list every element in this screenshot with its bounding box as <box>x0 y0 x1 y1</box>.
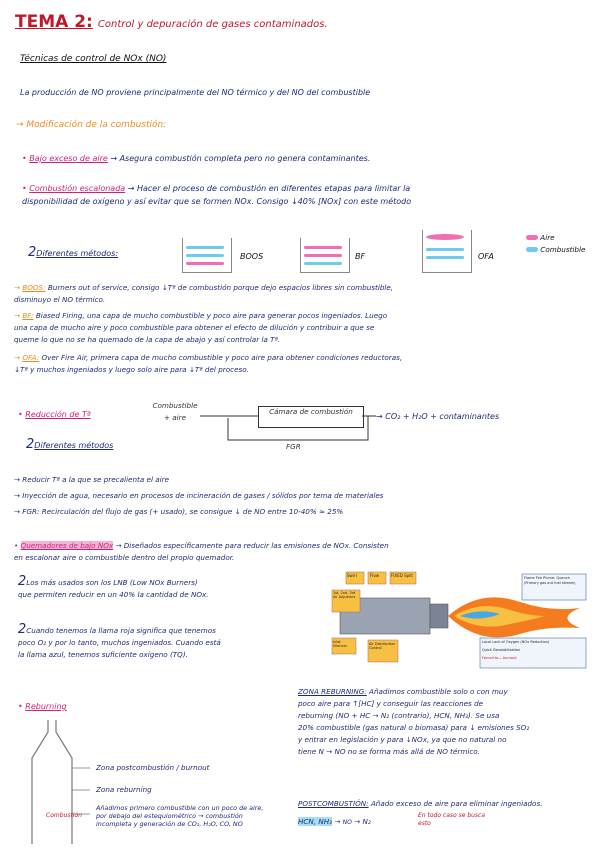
label-swirl: Swirl <box>347 573 357 578</box>
label-lack-oxygen: Local Lack of Oxygen (NOx Reduction) <box>482 640 550 644</box>
legend-combustible: Combustible <box>526 244 585 256</box>
boos-desc: → BOOS: Burners out of service, consigo ↓Tª de combustión porque dejo espacios libres sin combustible, disminuyo el NO térmico. <box>14 283 394 304</box>
combustion-tag: Combustión <box>46 812 82 819</box>
bf-desc: → BF: Biased Firing, una capa de mucho combustible y poco aire para generar pocos ingeniados. Luego una capa de mucho aire y poco combustible para obtener el efecto de dilución y contribuir a que se queme lo que no se ha quemado de la capa de abajo y así controlar la Tª. <box>14 311 388 344</box>
combustion-escalonada: • Combustión escalonada → Hacer el proceso de combustión en diferentes etapas para limitar la disponibilidad de oxígeno y así evitar que se formen NOx. Consigo ↓40% [NOx] con este método <box>22 184 412 206</box>
label-air-distribution: Air Distribution Control <box>369 642 396 650</box>
postcombustion-eq: HCN, NH₃ → NO → N₂ <box>298 817 371 826</box>
label-air-adjusters: 1st, 2nd, 3rd Air Adjusters <box>333 591 356 599</box>
quemadores: • Quemadores de bajo NOx → Diseñados específicamente para reducir las emisiones de NOx. Consisten en escalonar aire o combustible dentro del propio quemador. <box>14 541 389 562</box>
zona-reburning: Zona reburning <box>96 785 152 794</box>
page-title <box>15 12 328 32</box>
reburning-furnace <box>12 718 92 846</box>
title-prefix: TEMA 2: <box>15 12 93 32</box>
fgr-label: FGR <box>286 442 301 451</box>
label-flame-plume: Flame Fire Plume: Quench (Primary gas out fuel stream) <box>524 576 576 585</box>
zona-reburning-text: ZONA REBURNING: Añadimos combustible solo o con muy poco aire para ↑[HC] y conseguir las reacciones de reburning (NO + HC → N₂ (contrario), HCN, NH₃). Se usa 20% combustible (gas natural o biomasa) para ↓ emisiones SO₂ y entrar en legislación y para ↓NOx, ya que no natural no tiene N → NO no se forma más allá de NO térmico. <box>298 687 530 756</box>
llama-text: 2Cuando tenemos la llama roja significa que tenemos poco O₂ y por lo tanto, muchos ingeniados. Cuando está la llama azul, tenemos suficiente oxígeno (TQ). <box>18 622 221 659</box>
label-devolatilization: Quick Devolatilization <box>482 648 521 652</box>
reduccion-label: • Reducción de Tª <box>18 410 91 419</box>
ofa-diagram <box>422 226 472 274</box>
bajo-exceso-text: → Asegura combustión completa pero no genera contaminantes. <box>110 154 371 163</box>
reduccion-output: → CO₂ + H₂O + contaminantes <box>376 412 500 421</box>
ofa-desc: → OFA: Over Fire Air, primera capa de mucho combustible y poco aire para obtener condiciones reductoras, ↓Tª y muchos ingeniados y luego solo aire para ↓Tª del proceso. <box>14 353 403 374</box>
escalonada-line2: disponibilidad de oxígeno y así evitar que se formen NOx. Consigo ↓40% [NOx] con este método <box>22 197 412 206</box>
legend <box>526 232 585 256</box>
camara-box: Cámara de combustión <box>258 406 364 428</box>
postcombustion-text: POSTCOMBUSTIÓN: Añado exceso de aire para eliminar ingeniados. <box>298 799 543 808</box>
postcombustion-note: En todo caso se busca esto <box>418 812 486 827</box>
reduccion-input: Combustible + aire <box>152 401 198 422</box>
boos-diagram <box>182 234 232 274</box>
r2: → Inyección de agua, necesario en procesos de incineración de gases / sólidos por tema de materiales <box>14 491 384 500</box>
bf-diagram <box>300 234 350 274</box>
modificacion-heading: → Modificación de la combustión: <box>16 120 167 130</box>
label-burnout: Forced to— burnout <box>482 656 517 660</box>
bajo-exceso-label: Bajo exceso de aire <box>29 154 108 163</box>
label-fixed-split: FIXED Split <box>391 573 413 578</box>
title-text: Control y depuración de gases contaminados. <box>97 19 328 30</box>
label-flow: Flow <box>370 573 380 578</box>
bajo-exceso: • Bajo exceso de aire → Asegura combustión completa pero no genera contaminantes. <box>22 154 371 163</box>
ofa-tag: OFA <box>478 252 494 261</box>
legend-aire: Aire <box>526 232 585 244</box>
reburning-label: • Reburning <box>18 702 67 711</box>
escalonada-label: Combustión escalonada <box>29 184 126 193</box>
r1: → Reducir Tª a la que se precalienta el aire <box>14 475 169 484</box>
boos-tag: BOOS <box>240 252 264 261</box>
label-inlet-silencer: Inlet Silencer <box>333 640 348 648</box>
metodos2-label: 2Diferentes métodos <box>26 437 114 452</box>
lnb-burner-diagram <box>330 568 592 672</box>
section-heading: Técnicas de control de NOx (NO) <box>20 54 167 64</box>
zona-combustion-desc: Añadimos primero combustible con un poco de aire, por debajo del estequiométrico → combustión incompleta y generación de CO₂, H₂O, CO, NO <box>96 804 264 828</box>
intro-text: La producción de NO proviene principalmente del NO térmico y del NO del combustible <box>20 88 371 97</box>
lnb-text: 2Los más usados son los LNB (Low NOx Burners) que permiten reducir en un 40% la cantidad de NOx. <box>18 574 209 599</box>
zona-postcombustion: Zona postcombustión / burnout <box>96 763 210 772</box>
bf-tag: BF <box>355 252 366 261</box>
r3: → FGR: Recirculación del flujo de gas (+ usado), se consigue ↓ de NO entre 10-40% ≈ 25% <box>14 507 344 516</box>
metodos-label: 2Diferentes métodos: <box>28 245 119 260</box>
escalonada-line1: → Hacer el proceso de combustión en diferentes etapas para limitar la <box>127 184 411 193</box>
